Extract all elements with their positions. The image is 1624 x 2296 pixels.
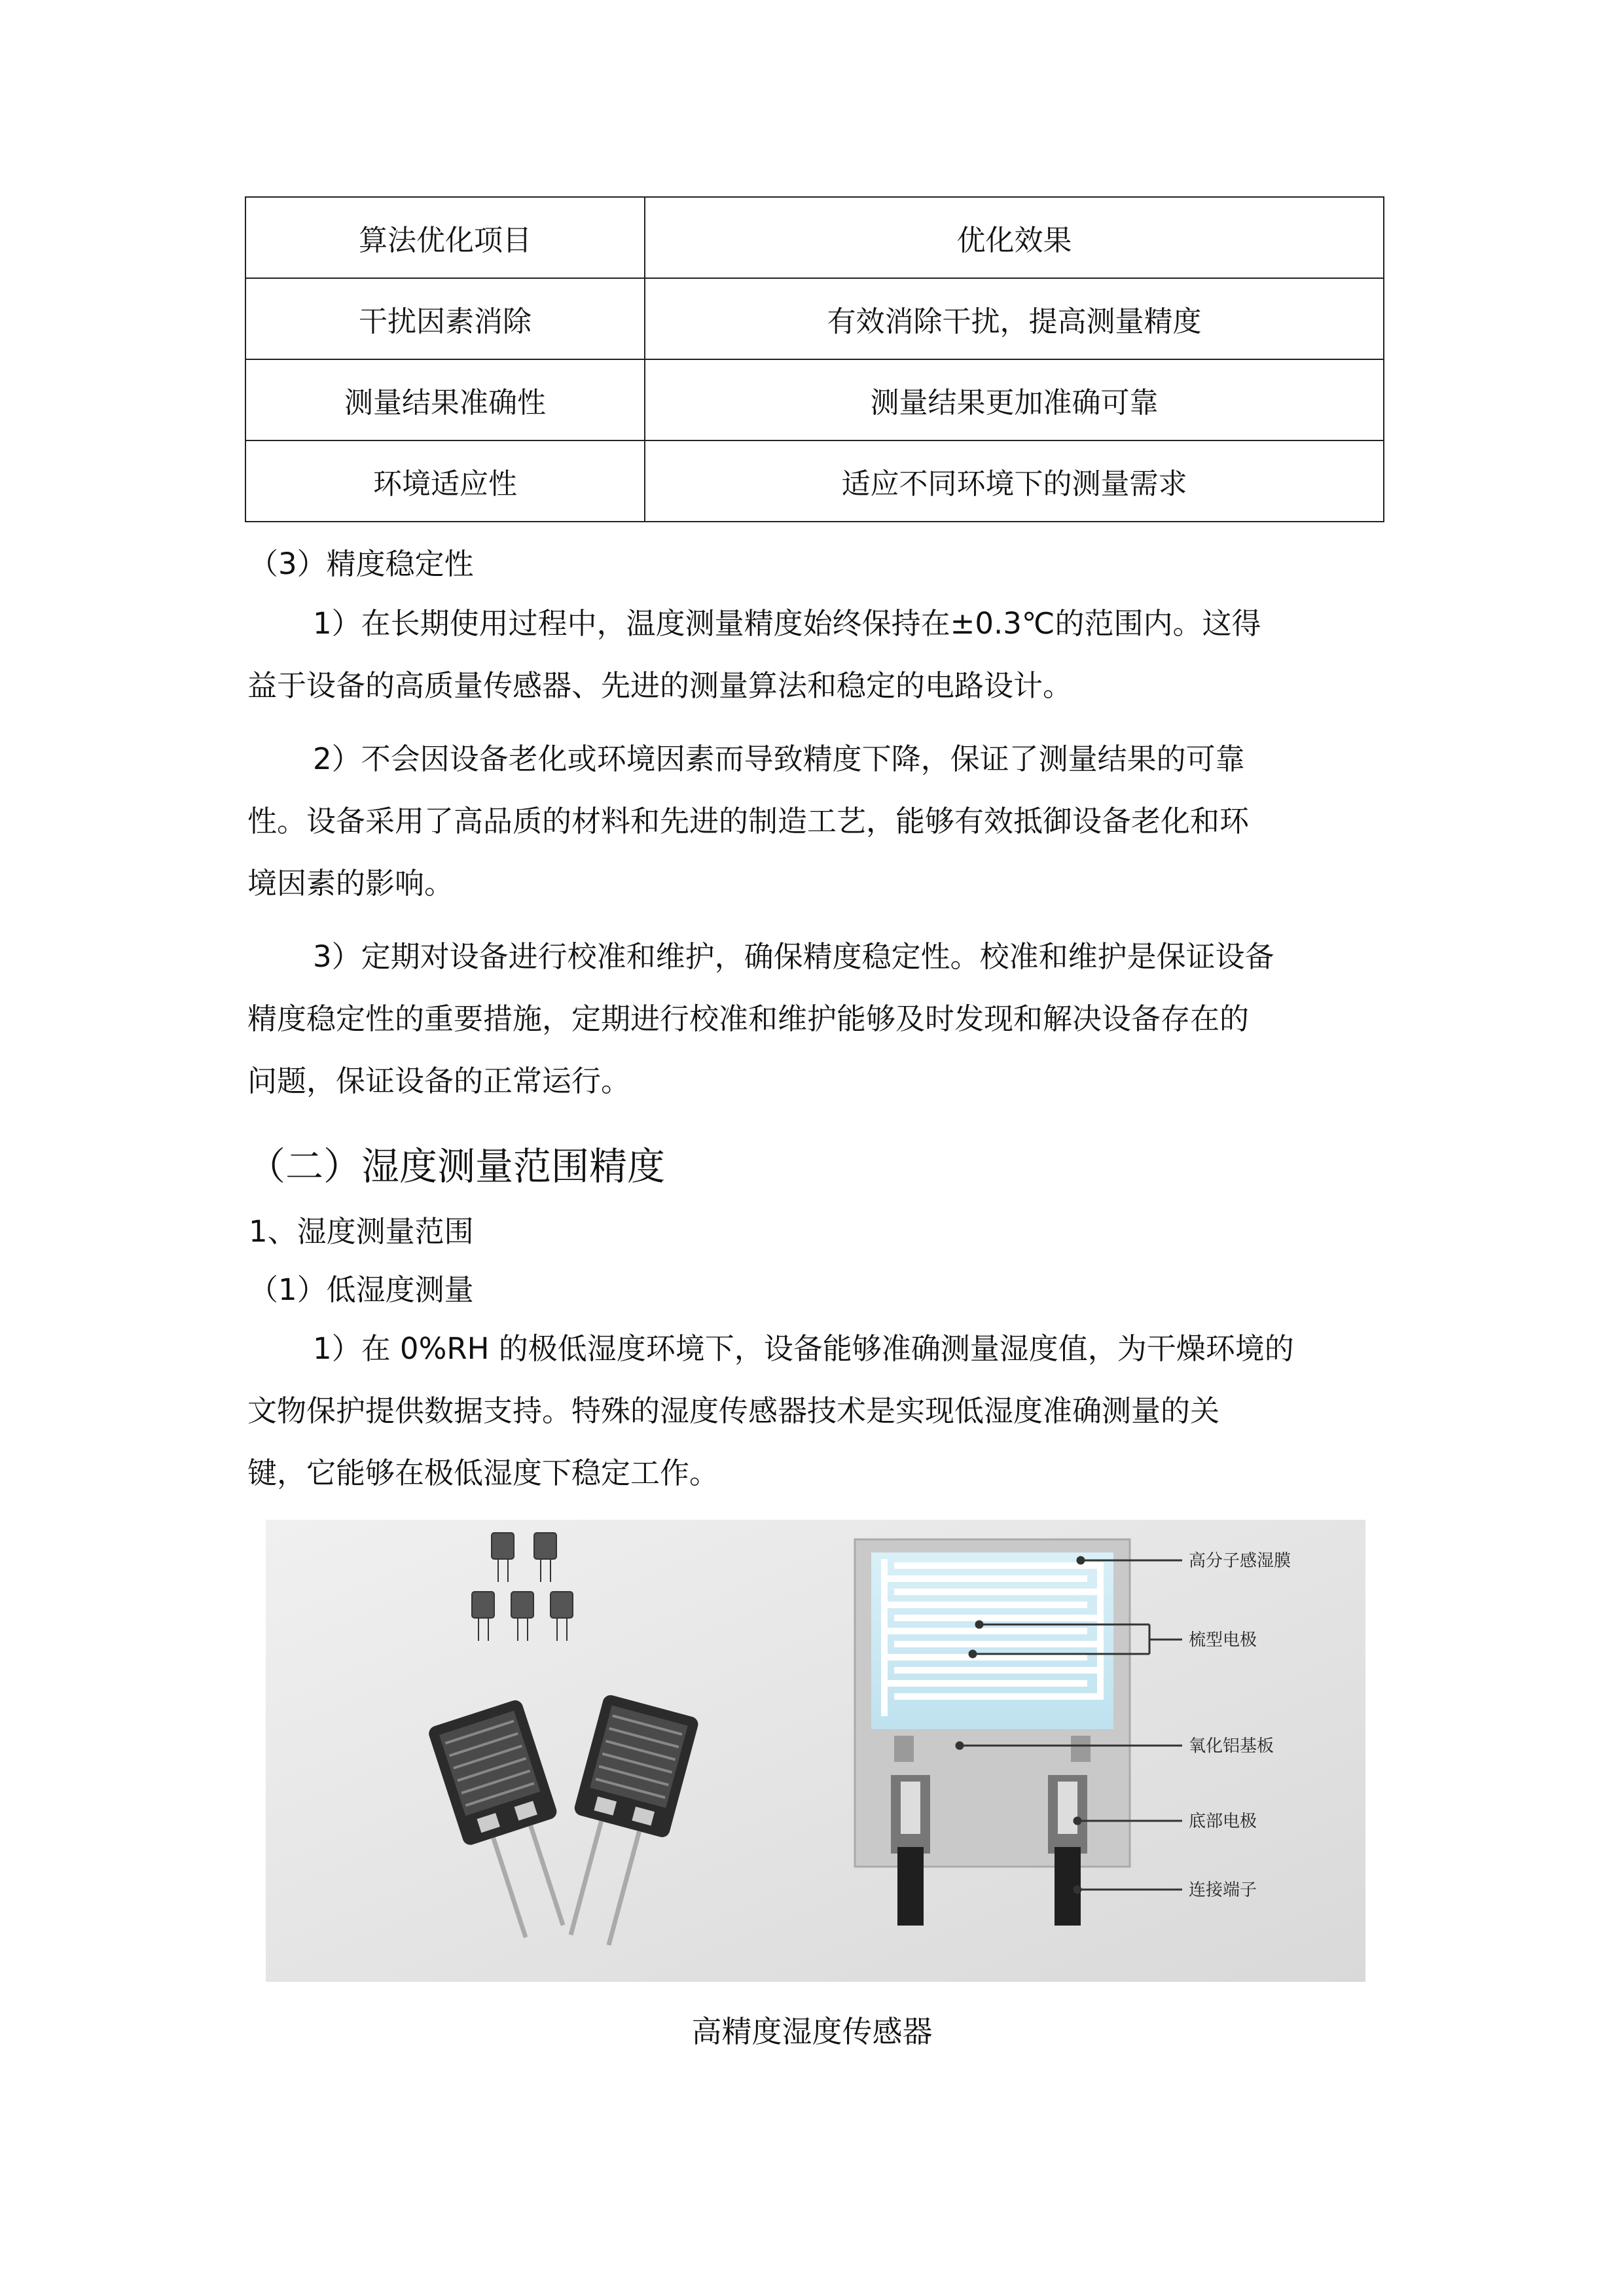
paragraph-line: 2）不会因设备老化或环境因素而导致精度下降，保证了测量结果的可靠	[313, 742, 1245, 776]
table-cell: 干扰因素消除	[245, 278, 645, 359]
subsection-title: 1、湿度测量范围	[249, 1214, 474, 1249]
table-cell: 有效消除干扰，提高测量精度	[645, 278, 1384, 359]
paragraph-line: 境因素的影响。	[247, 866, 454, 901]
paragraph-line: 1）在长期使用过程中，温度测量精度始终保持在±0.3℃的范围内。这得	[313, 606, 1261, 641]
paragraph-line: 益于设备的高质量传感器、先进的测量算法和稳定的电路设计。	[247, 668, 1073, 703]
paragraph-line: 性。设备采用了高品质的材料和先进的制造工艺，能够有效抵御设备老化和环	[247, 804, 1250, 838]
table-row	[245, 359, 1384, 440]
table-cell: 适应不同环境下的测量需求	[645, 440, 1384, 522]
table-row	[245, 278, 1384, 359]
label-connection-terminal: 连接端子	[1189, 1880, 1257, 1900]
sensor-figure	[266, 1520, 1365, 1982]
table-row	[245, 440, 1384, 522]
table-cell: 测量结果更加准确可靠	[645, 359, 1384, 440]
paragraph-line: 1）在 0%RH 的极低湿度环境下，设备能够准确测量湿度值，为干燥环境的	[313, 1331, 1294, 1366]
label-polymer-film: 高分子感湿膜	[1189, 1551, 1291, 1571]
paragraph-line: 问题，保证设备的正常运行。	[247, 1064, 631, 1098]
table-cell: 测量结果准确性	[245, 359, 645, 440]
table-header-cell: 算法优化项目	[245, 197, 645, 278]
table-header-cell: 优化效果	[645, 197, 1384, 278]
table-cell: 环境适应性	[245, 440, 645, 522]
paragraph-line: 精度稳定性的重要措施，定期进行校准和维护能够及时发现和解决设备存在的	[247, 1001, 1250, 1036]
label-bottom-electrode: 底部电极	[1189, 1812, 1257, 1831]
paragraph-line: 文物保护提供数据支持。特殊的湿度传感器技术是实现低湿度准确测量的关	[247, 1393, 1220, 1428]
figure-caption: 高精度湿度传感器	[691, 2014, 933, 2049]
section-title: （3）精度稳定性	[249, 547, 474, 581]
paragraph-line: 3）定期对设备进行校准和维护，确保精度稳定性。校准和维护是保证设备	[313, 939, 1274, 974]
subsection-title: （1）低湿度测量	[249, 1272, 474, 1307]
label-comb-electrode: 梳型电极	[1189, 1630, 1257, 1650]
table-header-row	[245, 197, 1384, 278]
sensor-illustration	[266, 1520, 1365, 1982]
optimization-table	[245, 196, 1384, 522]
paragraph-line: 键，它能够在极低湿度下稳定工作。	[247, 1456, 719, 1490]
section-heading: （二）湿度测量范围精度	[247, 1144, 666, 1189]
label-alumina-substrate: 氧化铝基板	[1189, 1736, 1274, 1756]
